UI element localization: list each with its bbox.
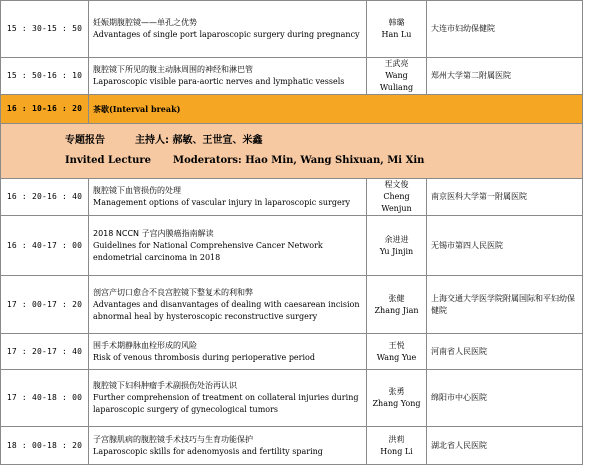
time-slot: 16 : 40-17 : 00 xyxy=(1,216,89,276)
talk-topic xyxy=(89,58,367,95)
speaker xyxy=(367,370,427,427)
time-slot: 16 : 10-16 : 20 xyxy=(1,95,89,124)
affiliation: 郑州大学第二附属医院 xyxy=(427,58,583,95)
time-slot: 18 : 00-18 : 20 xyxy=(1,427,89,465)
affiliation: 大连市妇幼保健院 xyxy=(427,1,583,58)
session-row xyxy=(1,276,583,334)
talk-topic xyxy=(89,179,367,216)
time-slot: 17 : 00-17 : 20 xyxy=(1,276,89,334)
speaker-en: Cheng Wenjun xyxy=(381,192,412,213)
topic-en: Laparoscopic skills for adenomyosis and fertility sparing xyxy=(93,446,323,456)
speaker-en: Zhang Jian xyxy=(374,305,419,315)
speaker xyxy=(367,216,427,276)
speaker-en: Wang Wuliang xyxy=(379,71,414,92)
session-row xyxy=(1,179,583,216)
topic-en: Risk of venous thrombosis during perioperative period xyxy=(93,352,315,362)
speaker xyxy=(367,58,427,95)
affiliation: 南京医科大学第一附属医院 xyxy=(427,179,583,216)
affiliation: 湖北省人民医院 xyxy=(427,427,583,465)
speaker-zh: 王武亮 xyxy=(384,59,409,68)
session-row xyxy=(1,58,583,95)
time-slot: 17 : 40-18 : 00 xyxy=(1,370,89,427)
invited-lecture-cell xyxy=(1,124,583,179)
speaker xyxy=(367,1,427,58)
speaker-en: Han Lu xyxy=(381,30,412,39)
speaker-zh: 张勇 xyxy=(388,387,405,396)
speaker-en: Zhang Yong xyxy=(372,399,421,408)
invited-chair-zh: 主持人: 郝敏、王世宣、米鑫 xyxy=(135,135,263,146)
topic-en: Further comprehension of treatment on collateral injuries during laparoscopic surgery of gynecological tumors xyxy=(93,393,359,414)
time-slot: 16 : 20-16 : 40 xyxy=(1,179,89,216)
invited-chair-en: Moderators: Hao Min, Wang Shixuan, Mi Xin xyxy=(173,155,425,166)
topic-en: Advantages and disanvantages of dealing with caesarean incision abnormal heal by hysteroscopic reconstructive surgery xyxy=(93,299,360,321)
topic-en: Management options of vascular injury in laparoscopic surgery xyxy=(93,198,351,207)
speaker xyxy=(367,427,427,465)
talk-topic xyxy=(89,334,367,370)
speaker-zh: 王悦 xyxy=(388,340,405,350)
break-label: 茶歇(Interval break) xyxy=(89,95,583,124)
affiliation: 河南省人民医院 xyxy=(427,334,583,370)
talk-topic xyxy=(89,370,367,427)
speaker xyxy=(367,179,427,216)
topic-en: Guidelines for National Comprehensive Cancer Network endometrial carcinoma in 2018 xyxy=(93,240,323,262)
topic-zh: 妊娠期腹腔镜——单孔之优势 xyxy=(93,18,197,27)
session-row xyxy=(1,427,583,465)
session-row xyxy=(1,334,583,370)
affiliation: 无锡市第四人民医院 xyxy=(427,216,583,276)
speaker-zh: 余进进 xyxy=(384,234,409,244)
invited-title-en: Invited Lecture xyxy=(65,155,152,166)
affiliation: 绵阳市中心医院 xyxy=(427,370,583,427)
topic-zh: 腹腔镜下所见的腹主动脉周围的神经和淋巴管 xyxy=(93,65,253,74)
time-slot: 15 : 30-15 : 50 xyxy=(1,1,89,58)
invited-title-zh: 专题报告 xyxy=(65,135,105,146)
speaker-zh: 程文俊 xyxy=(384,180,409,189)
speaker-en: Hong Li xyxy=(380,446,413,456)
speaker-zh: 张健 xyxy=(388,293,405,303)
speaker xyxy=(367,334,427,370)
talk-topic xyxy=(89,1,367,58)
topic-zh: 2018 NCCN 子宫内膜癌指南解读 xyxy=(93,228,214,238)
time-slot: 15 : 50-16 : 10 xyxy=(1,58,89,95)
invited-lecture-header xyxy=(1,124,583,179)
topic-en: Laparoscopic visible para-aortic nerves and lymphatic vessels xyxy=(93,77,345,86)
topic-en: Advantages of single port laparoscopic surgery during pregnancy xyxy=(93,30,360,39)
talk-topic xyxy=(89,427,367,465)
time-slot: 17 : 20-17 : 40 xyxy=(1,334,89,370)
invited-title-en-line xyxy=(5,149,578,169)
speaker xyxy=(367,276,427,334)
talk-topic xyxy=(89,216,367,276)
topic-zh: 子宫腺肌病的腹腔镜手术技巧与生育功能保护 xyxy=(93,434,253,444)
speaker-zh: 洪莉 xyxy=(388,434,405,444)
speaker-en: Yu Jinjin xyxy=(379,246,414,256)
session-row xyxy=(1,1,583,58)
affiliation: 上海交通大学医学院附属国际和平妇幼保健院 xyxy=(427,276,583,334)
topic-zh: 剖宫产切口愈合不良宫腔镜下整复术的利和弊 xyxy=(93,287,253,297)
invited-title-zh-line xyxy=(5,133,578,149)
session-row xyxy=(1,370,583,427)
topic-zh: 围手术期静脉血栓形成的风险 xyxy=(93,340,197,350)
topic-zh: 腹腔镜下妇科肿瘤手术副损伤处治再认识 xyxy=(93,381,237,390)
session-row xyxy=(1,216,583,276)
topic-zh: 腹腔镜下血管损伤的处理 xyxy=(93,186,181,195)
speaker-en: Wang Yue xyxy=(376,352,417,362)
speaker-zh: 韩璐 xyxy=(388,18,405,27)
break-row xyxy=(1,95,583,124)
talk-topic xyxy=(89,276,367,334)
